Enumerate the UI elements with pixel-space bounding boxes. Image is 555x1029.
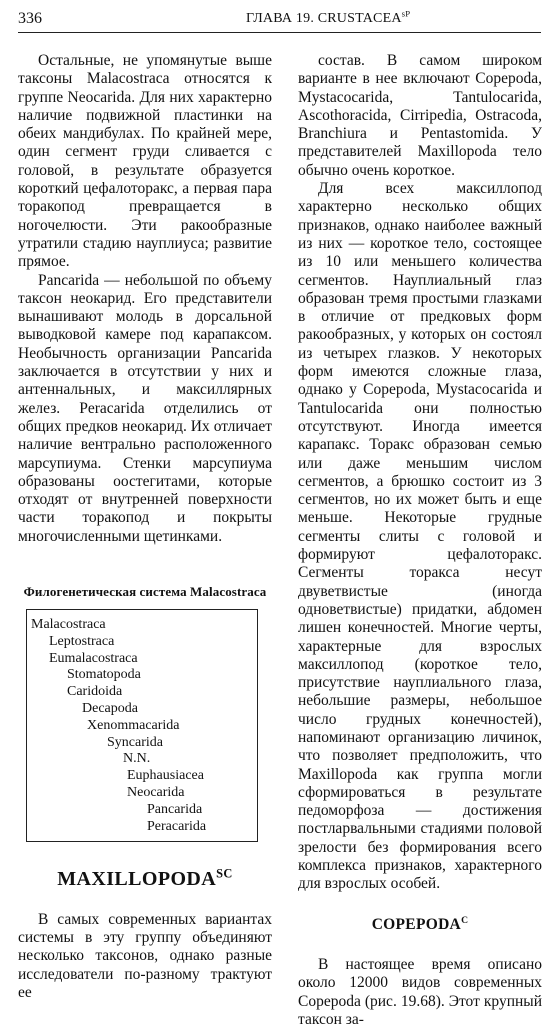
paragraph: В настоящее время описано около 12000 видов современных Copepoda (рис. 19.68). Этот крупный таксон за-	[298, 955, 542, 1028]
paragraph: Остальные, не упомянутые выше таксоны Malacostraca относятся к группе Neocarida. Для них характерно наличие подвижной пластинки на обеих мандибулах. По крайней мере, один сегмент груди сливается с головой, в результате образуется короткий цефалоторакс, а первая пара торакопод превращается в ногочелюсти. Эти ракообразные утратили стадию науплиуса; развитие прямое.	[18, 52, 272, 271]
paragraph: В самых современных вариантах системы в эту группу объединяют несколько таксонов, однако разные исследователи по-разному трактуют ее	[18, 910, 272, 1001]
section-heading-sup: C	[461, 914, 469, 926]
section-heading-text: MAXILLOPODA	[57, 868, 217, 891]
taxon-item: Pancarida	[147, 801, 203, 817]
taxon-item: N.N.	[123, 751, 151, 767]
paragraph: состав. В самом широком варианте в нее включают Copepoda, Mystacocarida, Tantulocarida, Ascothoracida, Cirripedia, Ostracoda, Branchiura и Pentastomida. У представителей Maxillopoda тело обычно очень короткое.	[298, 52, 542, 179]
taxon-item: Xenommacarida	[87, 717, 180, 733]
page-number: 336	[18, 10, 42, 27]
paragraph: Для всех максиллопод характерно несколько общих признаков, однако наиболее важный из них — короткое тело, состоящее из 10 или меньшего количества сегментов. Науплиальный глаз образован тремя простыми глазками в отличие от предковых форм ракообразных, у которых он состоял из четырех глазков. У некоторых форм имеются сложные глаза, однако у Copepoda, Mystacocarida и Tantulocarida они полностью отсутствуют. Иногда имеется карапакс. Торакс образован семью или даже меньшим числом сегментов, а брюшко состоит из 3 сегментов, но их может быть и еще меньше. Некоторые грудные сегменты слиты с головой и формируют цефалоторакс. Сегменты торакса несут двуветвистые (иногда одноветвистые) придатки, абдомен лишен конечностей. Многие черты, характерные для взрослых максиллопод (короткое тело, присутствие науплиального глаза, небольшие размеры, небольшое число грудных конечностей), напоминают организацию личинок, что позволяет предположить, что Maxillopoda как группа могли сформироваться в результате педоморфоза — достижения постларвальными стадиями половой зрелости без формирования всего комплекса признаков, характерного для взрослых особей.	[298, 180, 542, 893]
taxonomy-box-title: Филогенетическая система Malacostraca	[23, 584, 267, 600]
taxon-item: Leptostraca	[49, 633, 115, 649]
left-column	[18, 52, 272, 1002]
taxon-item: Eumalacostraca	[49, 650, 138, 666]
taxon-item: Neocarida	[127, 784, 185, 800]
running-head-text: ГЛАВА 19. CRUSTACEA	[246, 11, 402, 26]
taxon-item: Caridoida	[67, 684, 123, 700]
section-heading-sup: SC	[216, 866, 233, 881]
section-heading-maxillopoda	[18, 866, 272, 891]
taxon-item: Malacostraca	[31, 617, 106, 633]
taxon-item: Euphausiacea	[127, 768, 204, 784]
paragraph: Pancarida — небольшой по объему таксон неокарид. Его представители вынашивают молодь в дорсальной выводковой камере под карапаксом. Необычность организации Pancarida заключается в отсутствии у них и антеннальных, и максиллярных желез. Peracarida отделились от общих предков неокарид. Их отличает наличие вентрально расположенного марсупиума. Стенки марсупиума образованы оостегитами, которые отходят от внутренней поверхности части торакопод и покрыты многочисленными щетинками.	[18, 271, 272, 545]
taxonomy-box	[26, 609, 258, 842]
taxon-item: Stomatopoda	[67, 667, 141, 683]
running-head-sup: sP	[401, 8, 411, 19]
taxon-item: Syncarida	[107, 734, 163, 750]
section-heading-text: COPEPODA	[371, 915, 462, 933]
right-column	[298, 52, 542, 1029]
page-header	[18, 10, 541, 33]
taxon-item: Decapoda	[82, 701, 138, 716]
taxon-item: Peracarida	[147, 818, 207, 834]
running-head	[246, 8, 411, 27]
section-heading-copepoda	[298, 916, 542, 934]
